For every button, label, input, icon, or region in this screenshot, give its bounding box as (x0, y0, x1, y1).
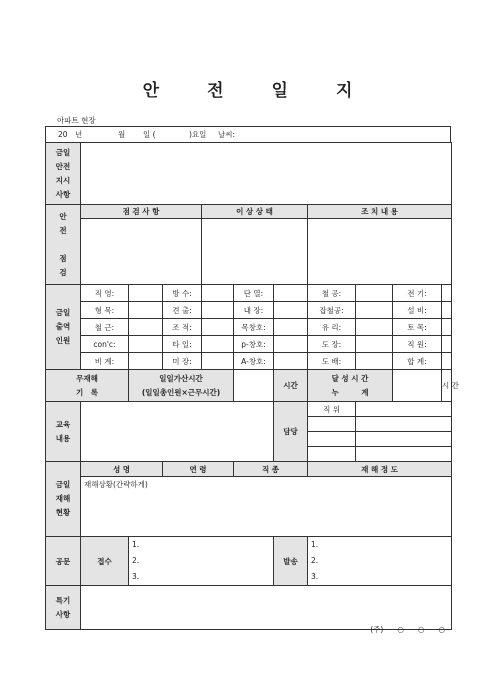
stamp-circle: ○ (417, 625, 425, 634)
achieved-hours-value[interactable] (393, 370, 442, 402)
education-cell[interactable] (356, 447, 452, 462)
education-cell[interactable] (308, 447, 356, 462)
today-instructions-field[interactable] (81, 143, 452, 205)
worker-label: 도 배: (308, 353, 356, 370)
education-cell[interactable] (308, 417, 356, 432)
accident-free-label: 무재해 기 록 (46, 370, 129, 402)
worker-count[interactable] (442, 302, 452, 319)
worker-count[interactable] (202, 285, 234, 302)
worker-label: 내 장: (234, 302, 274, 319)
worker-count[interactable] (442, 319, 452, 336)
sent-label: 발송 (274, 537, 308, 586)
special-notes-label: 특기 사항 (46, 586, 81, 630)
time-label: 시간 (274, 370, 308, 402)
education-cell[interactable] (308, 432, 356, 447)
company-label: (주) (370, 625, 384, 634)
accident-header-name: 성 명 (81, 462, 163, 477)
worker-count[interactable] (356, 319, 393, 336)
daily-hours-label: 일일가산시간 (일일총인원×근무시간) (129, 370, 234, 402)
title-char: 일 (271, 81, 288, 101)
worker-label: 직 원: (393, 336, 442, 353)
inspection-status-field[interactable] (202, 219, 308, 285)
worker-label: 설 비: (393, 302, 442, 319)
worker-count[interactable] (202, 353, 234, 370)
worker-count[interactable] (274, 285, 308, 302)
stamp-circle: ○ (438, 625, 445, 634)
date-bar (45, 126, 451, 143)
date-month: 월 (118, 130, 126, 139)
worker-label: 미 장: (163, 353, 202, 370)
inspection-action-field[interactable] (308, 219, 452, 285)
title-char: 안 (142, 81, 160, 101)
worker-label: 방 수: (163, 285, 202, 302)
worker-count[interactable] (129, 319, 163, 336)
worker-count[interactable] (442, 336, 452, 353)
worker-label: 도 장: (308, 336, 356, 353)
stamp-circle: ○ (397, 625, 404, 634)
education-label: 교육 내용 (46, 402, 81, 462)
date-weather: 날씨: (218, 130, 236, 139)
worker-label: 직 영: (81, 285, 129, 302)
education-content-field[interactable] (81, 402, 274, 462)
worker-label: 조 적: (163, 319, 202, 336)
page-title (0, 76, 495, 101)
accident-note: 재해상황(간략하게) (84, 480, 148, 489)
worker-count[interactable] (356, 353, 393, 370)
worker-count[interactable] (442, 285, 452, 302)
review-stamps (356, 624, 445, 635)
worker-count[interactable] (442, 353, 452, 370)
worker-count[interactable] (274, 353, 308, 370)
site-name: 아파트 현장 (57, 116, 96, 125)
worker-label: 전 기: (393, 285, 442, 302)
accident-header-job: 직 종 (234, 462, 308, 477)
worker-count[interactable] (274, 336, 308, 353)
title-char: 전 (207, 81, 224, 101)
safety-log-table (45, 142, 459, 630)
worker-count[interactable] (129, 336, 163, 353)
date-weekday: )요일 (189, 130, 207, 139)
worker-label: 목창호: (234, 319, 274, 336)
date-year: 20 년 (58, 130, 83, 139)
workers-label: 금일 출역 인원 (46, 285, 81, 370)
worker-label: con'c: (81, 336, 129, 353)
worker-count[interactable] (129, 353, 163, 370)
worker-label: 단 열: (234, 285, 274, 302)
worker-label: 토 목: (393, 319, 442, 336)
worker-label: A-창호: (234, 353, 274, 370)
worker-count[interactable] (356, 336, 393, 353)
worker-label: p-창호: (234, 336, 274, 353)
today-instructions-label: 금일 안전 지시 사항 (46, 143, 81, 205)
worker-label: 잡철공: (308, 302, 356, 319)
education-cell[interactable] (356, 432, 452, 447)
received-list[interactable]: 1. 2. 3. (129, 537, 274, 586)
worker-count[interactable] (274, 319, 308, 336)
inspection-label: 안 전 점 검 (46, 205, 81, 285)
worker-label: 타 일: (163, 336, 202, 353)
accident-label: 금일 재해 현황 (46, 462, 81, 537)
inspection-header-action: 조 치 내 용 (308, 205, 452, 219)
inspection-items-field[interactable] (81, 219, 202, 285)
education-cell[interactable] (356, 417, 452, 432)
worker-label: 철 공: (308, 285, 356, 302)
received-label: 접수 (81, 537, 129, 586)
worker-label: 형 목: (81, 302, 129, 319)
worker-label: 견 출: (163, 302, 202, 319)
special-notes-field[interactable] (81, 586, 452, 630)
worker-label: 비 계: (81, 353, 129, 370)
worker-count[interactable] (274, 302, 308, 319)
worker-count[interactable] (356, 302, 393, 319)
accident-note-field[interactable] (81, 477, 452, 537)
education-rank-field[interactable] (356, 402, 452, 417)
accident-header-severity: 재 해 정 도 (308, 462, 452, 477)
worker-label: 합 계: (393, 353, 442, 370)
worker-count[interactable] (129, 285, 163, 302)
daily-hours-value[interactable] (234, 370, 274, 402)
achieved-hours-label: 달 성 시 간 누 계 (308, 370, 393, 402)
sent-list[interactable]: 1. 2. 3. (308, 537, 452, 586)
worker-count[interactable] (202, 336, 234, 353)
education-rank-label: 직 위 (308, 402, 356, 417)
inspection-header-items: 점 검 사 항 (81, 205, 202, 219)
worker-label: 철 근: (81, 319, 129, 336)
time-unit: 시 간 (442, 370, 452, 402)
inspection-header-status: 이 상 상 태 (202, 205, 308, 219)
worker-count[interactable] (129, 302, 163, 319)
title-char: 지 (335, 81, 353, 101)
official-label: 공문 (46, 537, 81, 586)
date-day: 일 ( (143, 130, 156, 139)
education-owner-label: 담당 (274, 402, 308, 462)
accident-header-age: 연 령 (163, 462, 234, 477)
worker-count[interactable] (356, 285, 393, 302)
worker-count[interactable] (202, 302, 234, 319)
worker-label: 유 리: (308, 319, 356, 336)
worker-count[interactable] (202, 319, 234, 336)
